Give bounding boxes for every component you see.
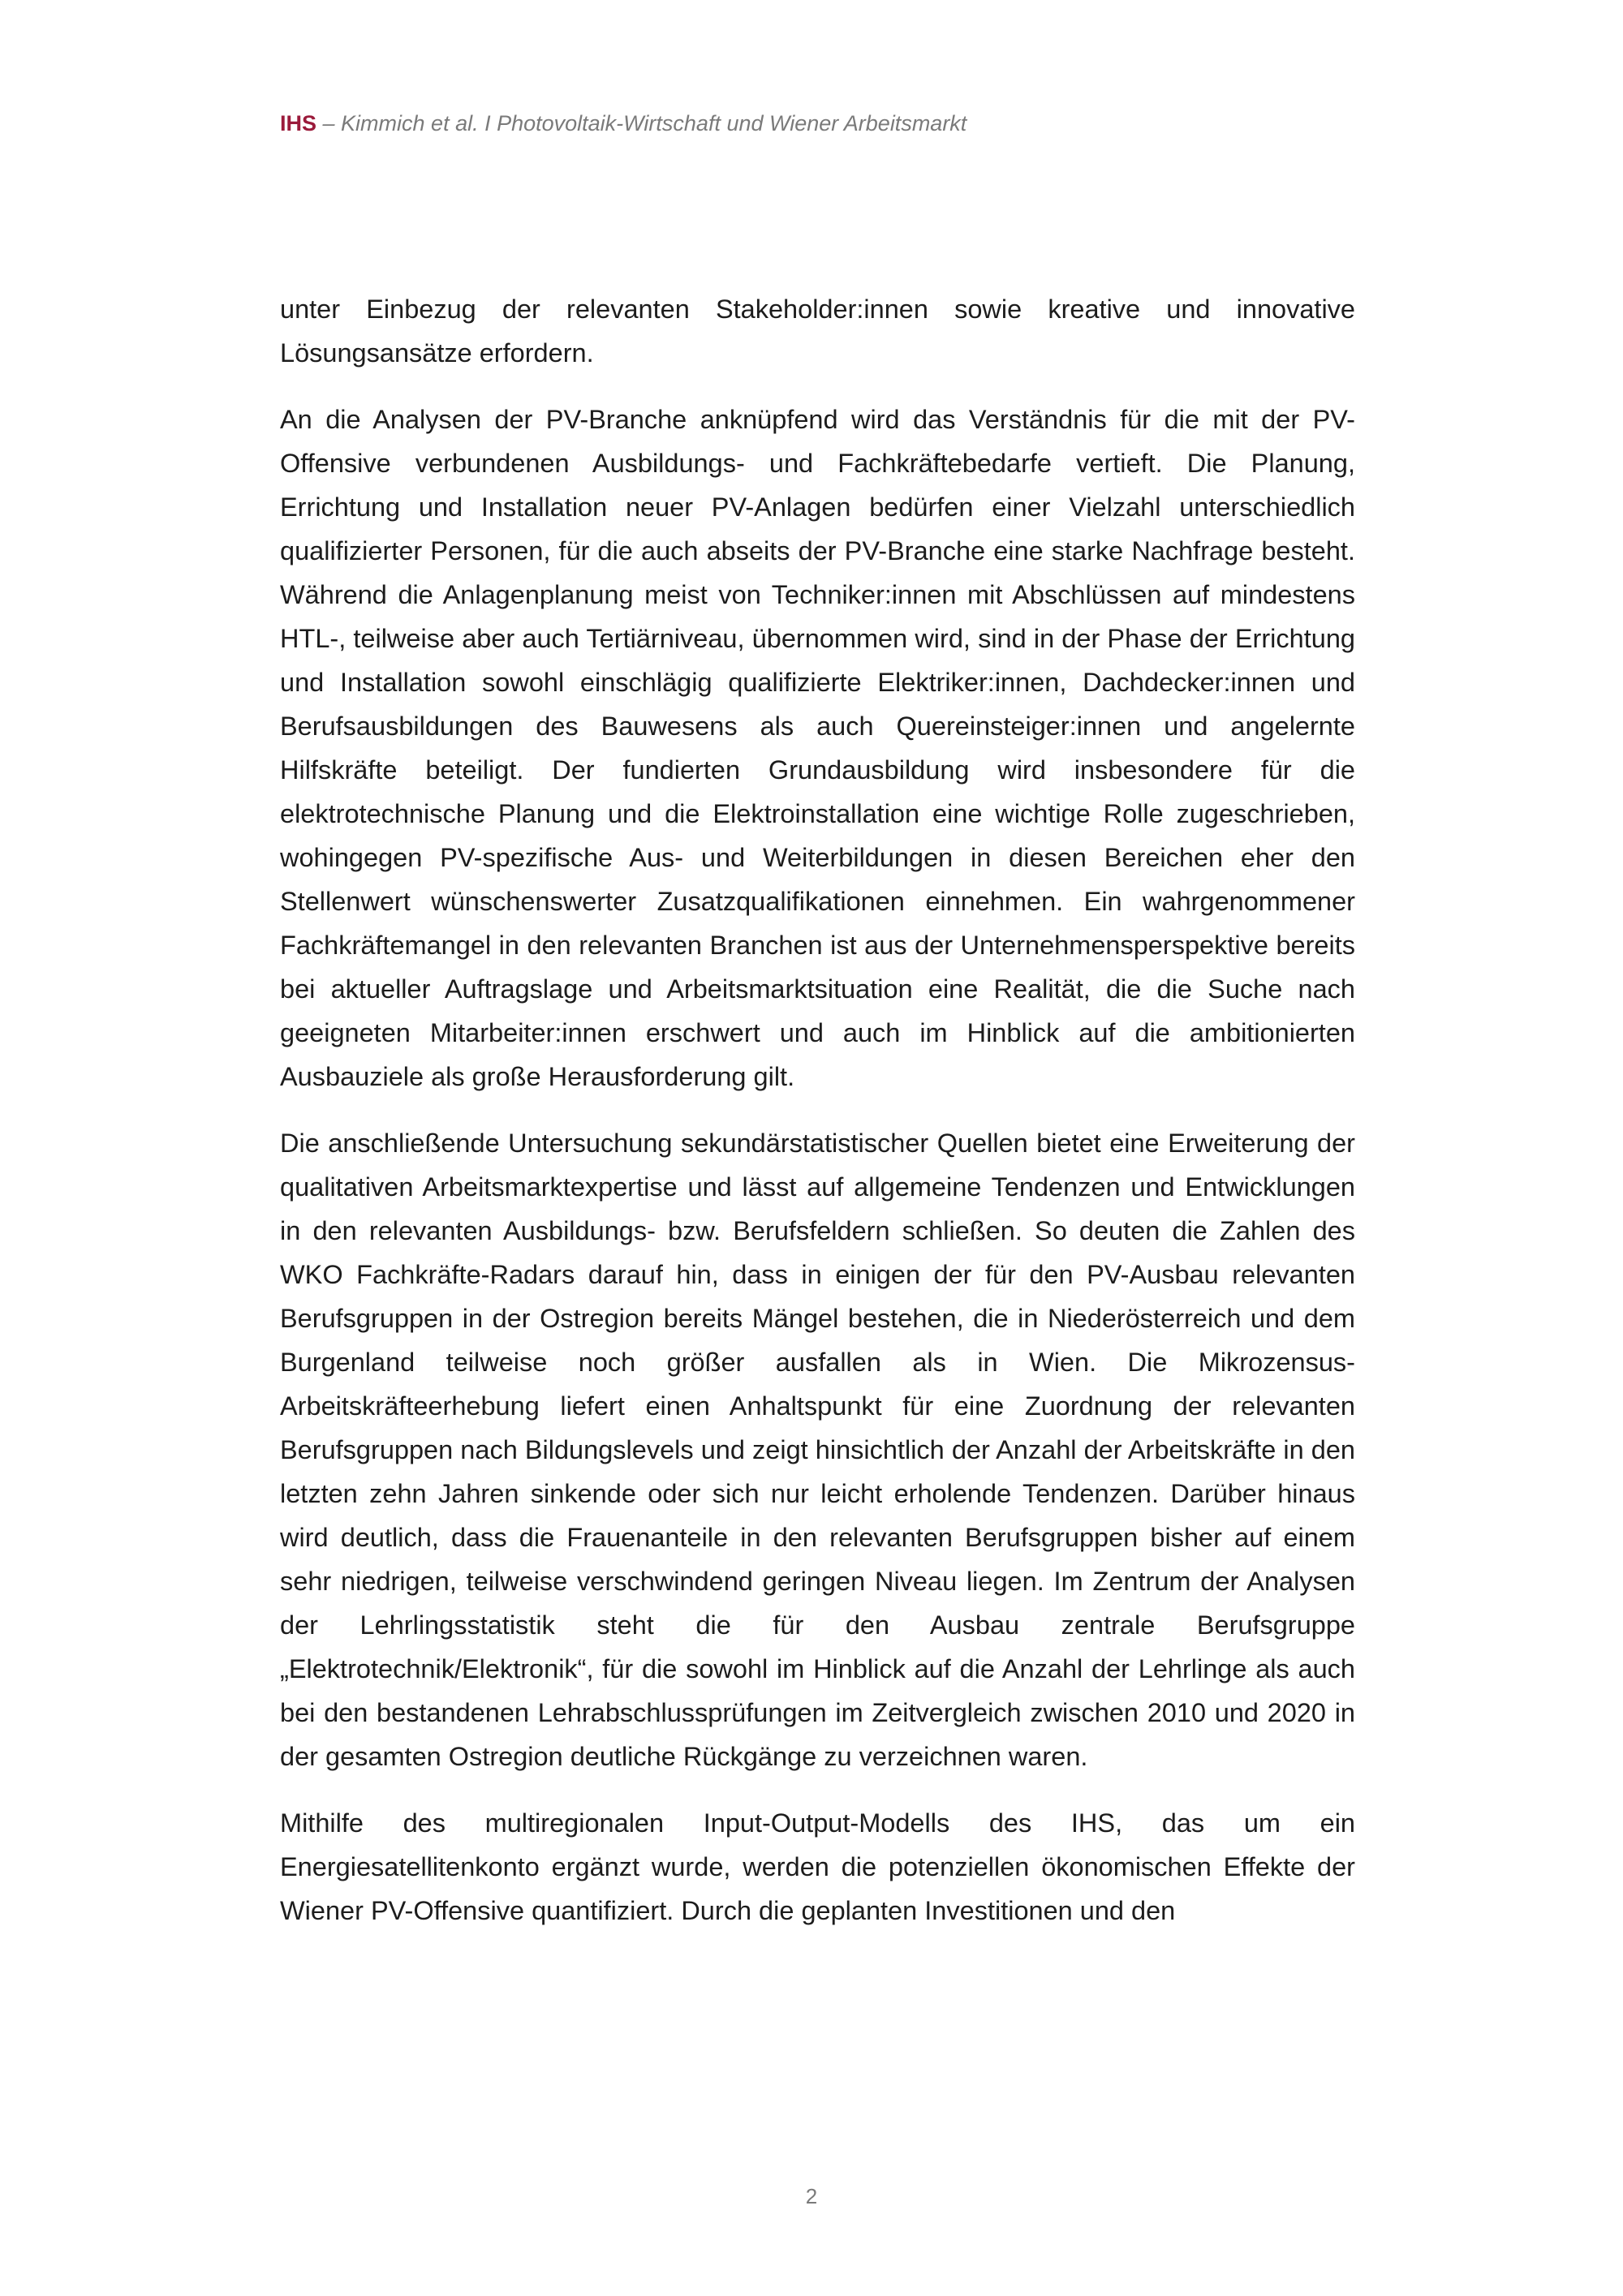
header-separator: –: [316, 111, 342, 135]
paragraph-2: An die Analysen der PV-Branche anknüpfend wird das Verständnis für die mit der PV-Offensive verbundenen Ausbildungs- und Fachkräftebedarfe vertieft. Die Planung, Errichtung und Installation neuer PV-Anlagen bedürfen einer Vielzahl unterschiedlich qualifizierter Personen, für die auch abseits der PV-Branche eine starke Nachfrage besteht. Während die Anlagenplanung meist von Techniker:innen mit Abschlüssen auf mindestens HTL-, teilweise aber auch Tertiärniveau, übernommen wird, sind in der Phase der Errichtung und Installation sowohl einschlägig qualifizierte Elektriker:innen, Dachdecker:innen und Berufsausbildungen des Bauwesens als auch Quereinsteiger:innen und angelernte Hilfskräfte beteiligt. Der fundierten Grundausbildung wird insbesondere für die elektrotechnische Planung und die Elektroinstallation eine wichtige Rolle zugeschrieben, wohingegen PV-spezifische Aus- und Weiterbildungen in diesen Bereichen eher den Stellenwert wünschenswerter Zusatzqualifikationen einnehmen. Ein wahrgenommener Fachkräftemangel in den relevanten Branchen ist aus der Unternehmensperspektive bereits bei aktueller Auftragslage und Arbeitsmarktsituation eine Realität, die die Suche nach geeigneten Mitarbeiter:innen erschwert und auch im Hinblick auf die ambitionierten Ausbauziele als große Herausforderung gilt.: [280, 405, 1355, 1091]
running-header: [280, 109, 966, 138]
paragraph-1: unter Einbezug der relevanten Stakeholder:innen sowie kreative und innovative Lösungsansätze erfordern.: [280, 295, 1355, 368]
paragraph-4: Mithilfe des multiregionalen Input-Output-Modells des IHS, das um ein Energiesatellitenkonto ergänzt wurde, werden die potenziellen ökonomischen Effekte der Wiener PV-Offensive quantifiziert. Durch die geplanten Investitionen und den: [280, 1808, 1355, 1925]
body-text: [280, 287, 1355, 1955]
page-number: 2: [805, 2184, 818, 2208]
header-brand: IHS: [280, 111, 317, 135]
paragraph-3: Die anschließende Untersuchung sekundärstatistischer Quellen bietet eine Erweiterung der qualitativen Arbeitsmarktexpertise und lässt auf allgemeine Tendenzen und Entwicklungen in den relevanten Ausbildungs- bzw. Berufsfeldern schließen. So deuten die Zahlen des WKO Fachkräfte-Radars darauf hin, dass in einigen der für den PV-Ausbau relevanten Berufsgruppen in der Ostregion bereits Mängel bestehen, die in Niederösterreich und dem Burgenland teilweise noch größer ausfallen als in Wien. Die Mikrozensus-Arbeitskräfteerhebung liefert einen Anhaltspunkt für eine Zuordnung der relevanten Berufsgruppen nach Bildungslevels und zeigt hinsichtlich der Anzahl der Arbeitskräfte in den letzten zehn Jahren sinkende oder sich nur leicht erholende Tendenzen. Darüber hinaus wird deutlich, dass die Frauenanteile in den relevanten Berufsgruppen bisher auf einem sehr niedrigen, teilweise verschwindend geringen Niveau liegen. Im Zentrum der Analysen der Lehrlingsstatistik steht die für den Ausbau zentrale Berufsgruppe „Elektrotechnik/Elektronik“, für die sowohl im Hinblick auf die Anzahl der Lehrlinge als auch bei den bestandenen Lehrabschlussprüfungen im Zeitvergleich zwischen 2010 und 2020 in der gesamten Ostregion deutliche Rückgänge zu verzeichnen waren.: [280, 1129, 1355, 1771]
header-title: Kimmich et al. I Photovoltaik-Wirtschaft und Wiener Arbeitsmarkt: [341, 111, 967, 135]
